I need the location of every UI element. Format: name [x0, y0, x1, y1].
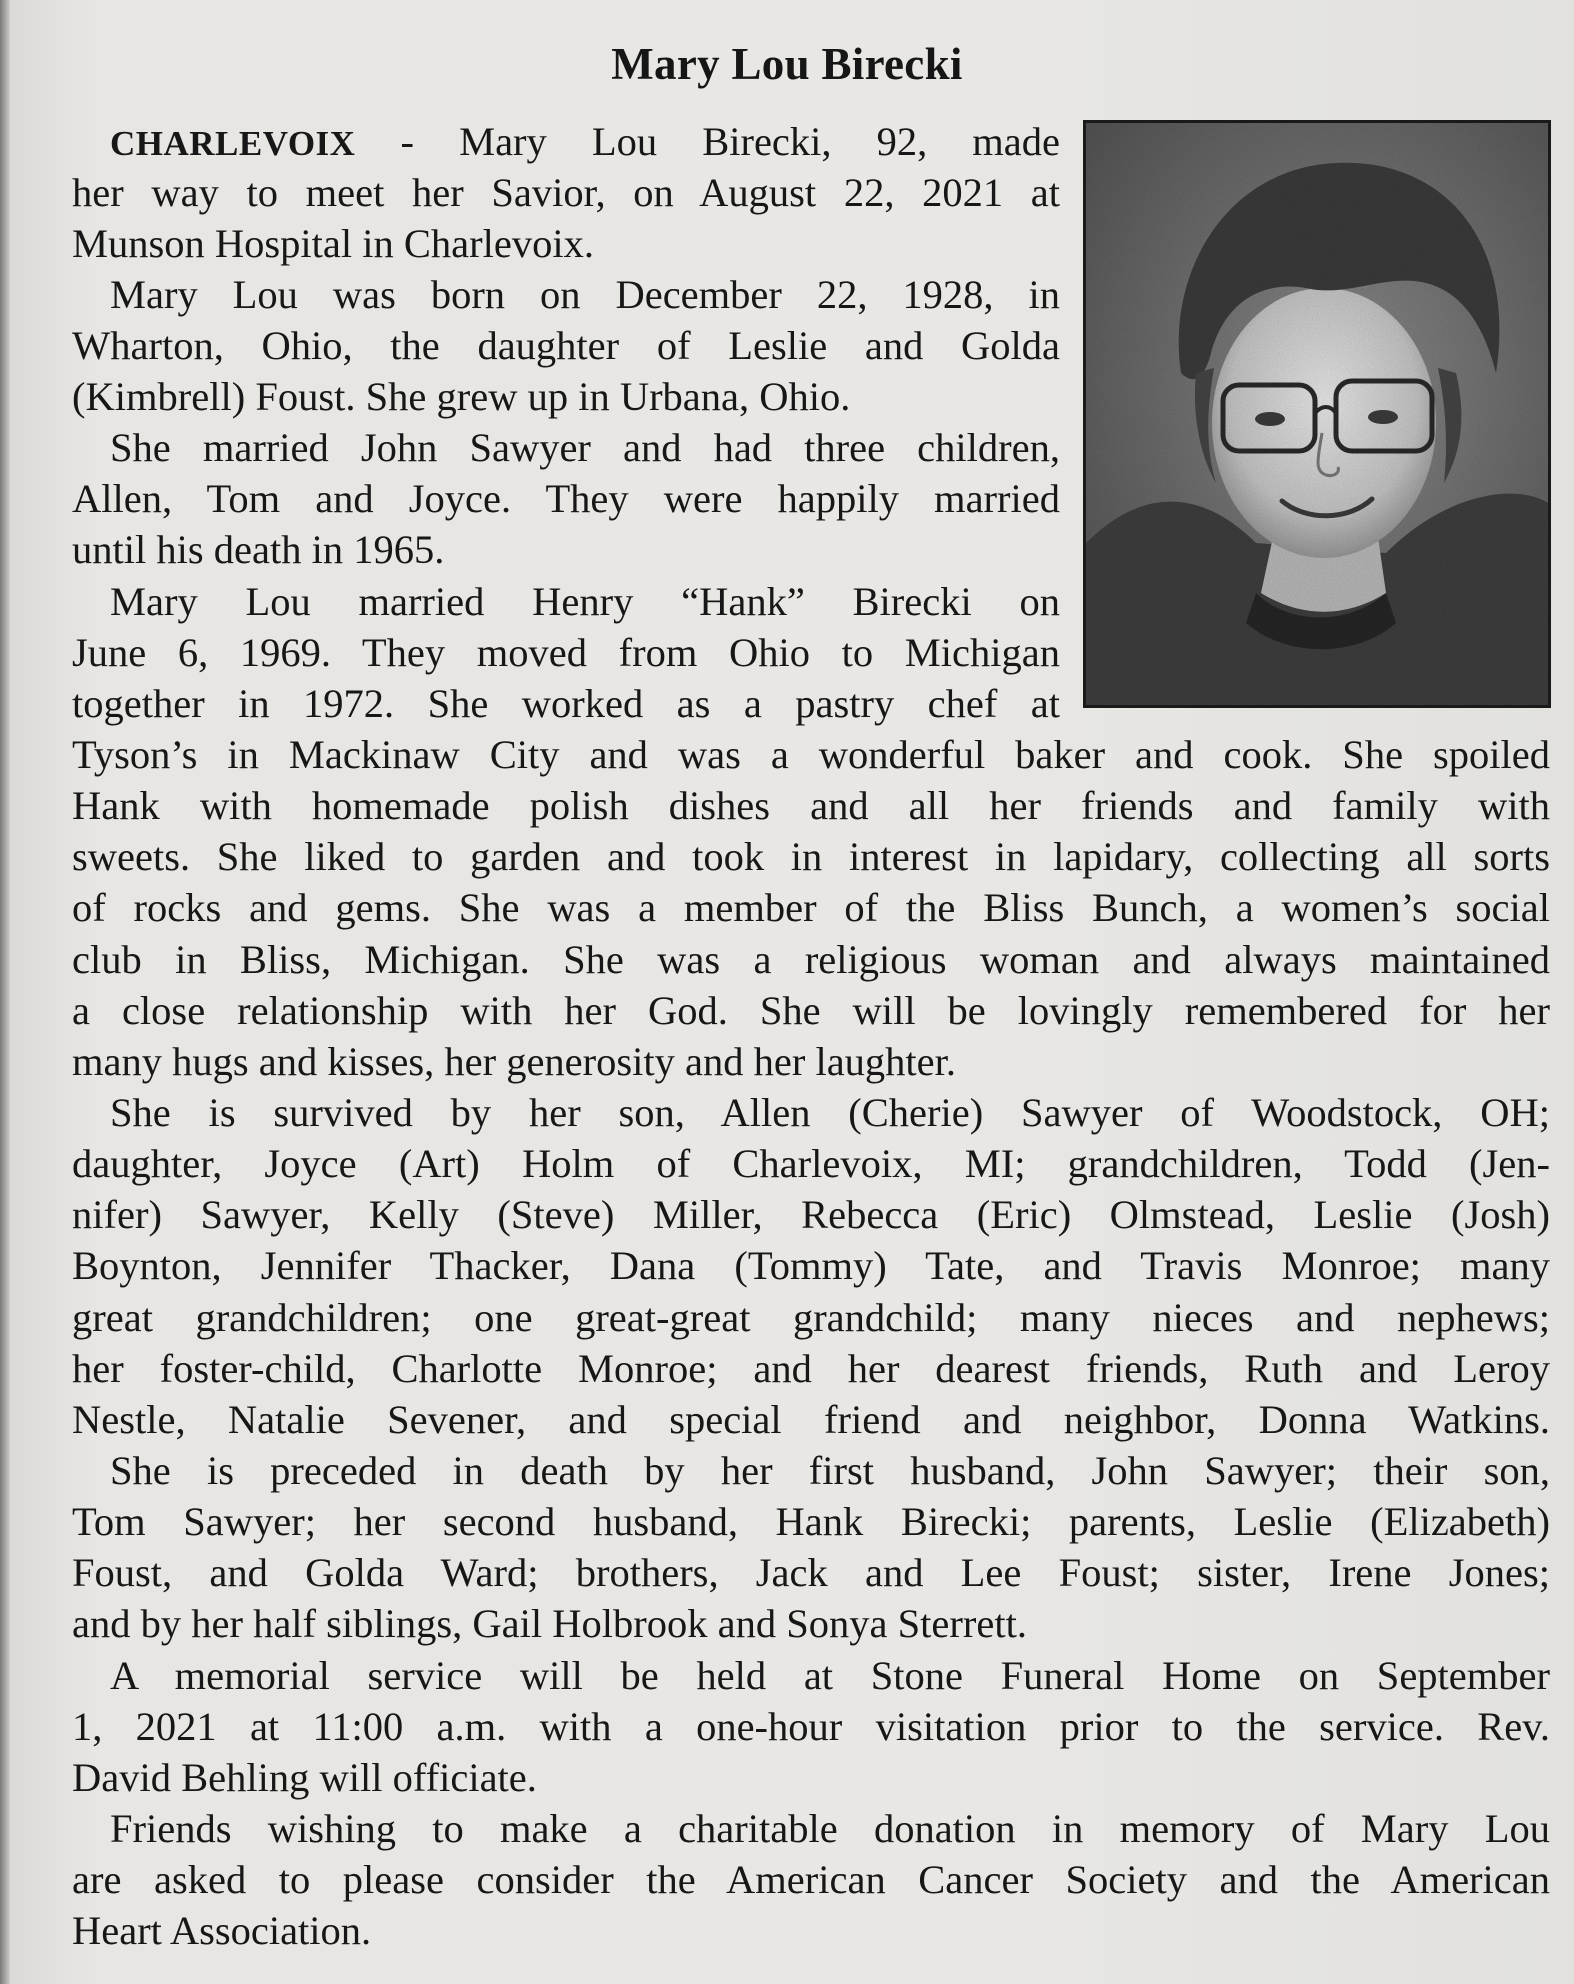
body-line: She is survived by her son, Allen (Cherie) Sawyer of Woodstock, OH;: [110, 1090, 1550, 1135]
body-line: Mary Lou married Henry “Hank” Birecki on: [110, 579, 1060, 624]
body-line: a close relationship with her God. She will be lovingly remembered for her: [72, 988, 1550, 1033]
body-line: (Kimbrell) Foust. She grew up in Urbana, Ohio.: [72, 374, 851, 419]
body-line: David Behling will officiate.: [72, 1755, 537, 1800]
body-line: great grandchildren; one great-great grandchild; many nieces and nephews;: [72, 1295, 1550, 1340]
obituary-title: Mary Lou Birecki: [611, 39, 963, 89]
body-line: Boynton, Jennifer Thacker, Dana (Tommy) Tate, and Travis Monroe; many: [72, 1243, 1550, 1288]
body-line: Foust, and Golda Ward; brothers, Jack and Lee Foust; sister, Irene Jones;: [72, 1550, 1550, 1595]
body-line: nifer) Sawyer, Kelly (Steve) Miller, Rebecca (Eric) Olmstead, Leslie (Josh): [72, 1192, 1550, 1237]
body-line: her foster-child, Charlotte Monroe; and her dearest friends, Ruth and Leroy: [72, 1346, 1550, 1391]
body-line: Hank with homemade polish dishes and all her friends and family with: [72, 783, 1550, 828]
body-line: many hugs and kisses, her generosity and her laughter.: [72, 1039, 957, 1084]
body-line: Heart Association.: [72, 1908, 372, 1953]
body-line: CHARLEVOIX - Mary Lou Birecki, 92, made: [110, 119, 1060, 164]
body-line: daughter, Joyce (Art) Holm of Charlevoix, MI; grandchildren, Todd (Jen-: [72, 1141, 1550, 1186]
body-line: together in 1972. She worked as a pastry chef at: [72, 681, 1060, 726]
body-line: and by her half siblings, Gail Holbrook and Sonya Sterrett.: [72, 1601, 1027, 1646]
body-line: Tom Sawyer; her second husband, Hank Birecki; parents, Leslie (Elizabeth): [72, 1499, 1550, 1544]
body-line: Friends wishing to make a charitable donation in memory of Mary Lou: [110, 1806, 1550, 1851]
body-line: club in Bliss, Michigan. She was a religious woman and always maintained: [72, 937, 1550, 982]
body-line: Allen, Tom and Joyce. They were happily married: [72, 476, 1060, 521]
body-line: sweets. She liked to garden and took in interest in lapidary, collecting all sorts: [72, 834, 1550, 879]
body-line: Mary Lou was born on December 22, 1928, in: [110, 272, 1060, 317]
body-line: are asked to please consider the American Cancer Society and the American: [72, 1857, 1550, 1902]
body-line: 1, 2021 at 11:00 a.m. with a one-hour visitation prior to the service. Rev.: [72, 1704, 1550, 1749]
body-line: her way to meet her Savior, on August 22, 2021 at: [72, 170, 1060, 215]
body-line: She is preceded in death by her first husband, John Sawyer; their son,: [110, 1448, 1550, 1493]
body-line: until his death in 1965.: [72, 527, 445, 572]
body-line: June 6, 1969. They moved from Ohio to Michigan: [72, 630, 1060, 675]
dateline: CHARLEVOIX: [110, 124, 356, 163]
body-line: A memorial service will be held at Stone Funeral Home on September: [110, 1653, 1550, 1698]
body-line: Nestle, Natalie Sevener, and special friend and neighbor, Donna Watkins.: [72, 1397, 1550, 1442]
body-line: She married John Sawyer and had three children,: [110, 425, 1060, 470]
body-line: Munson Hospital in Charlevoix.: [72, 221, 594, 266]
body-line: Wharton, Ohio, the daughter of Leslie and Golda: [72, 323, 1060, 368]
body-line: Tyson’s in Mackinaw City and was a wonderful baker and cook. She spoiled: [72, 732, 1550, 777]
body-line: of rocks and gems. She was a member of the Bliss Bunch, a women’s social: [72, 885, 1550, 930]
